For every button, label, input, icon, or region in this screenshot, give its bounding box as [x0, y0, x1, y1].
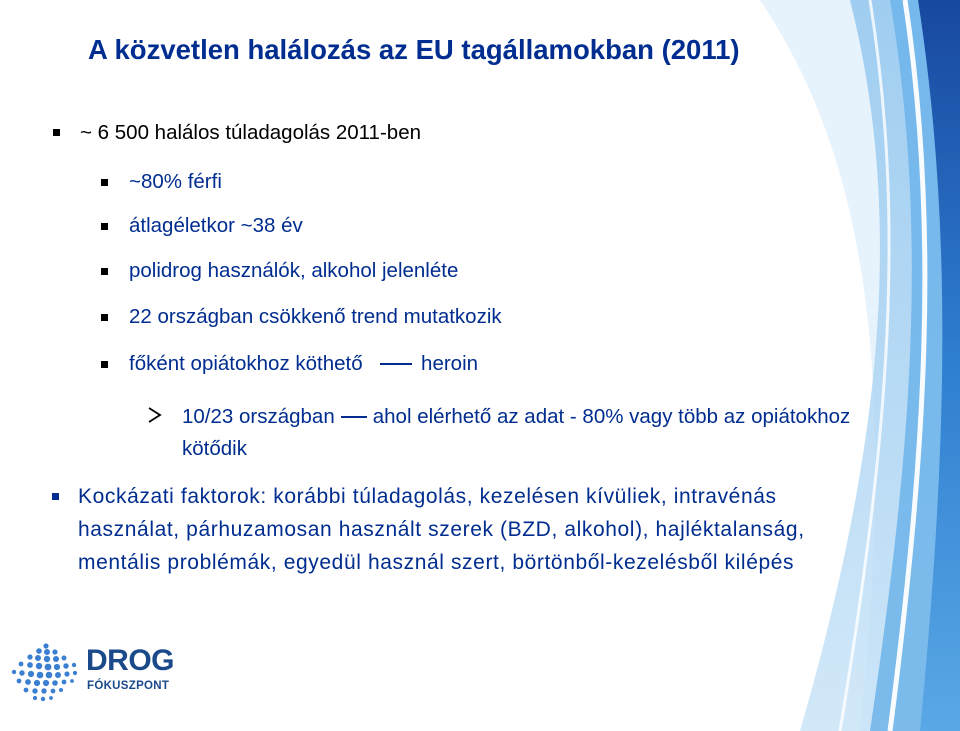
arrow-bullet: [182, 401, 882, 465]
risk-factors-paragraph: [78, 480, 878, 579]
drog-fokuszpont-logo: [6, 640, 186, 710]
square-bullet-icon: [101, 223, 108, 230]
slide-title: A közvetlen halálozás az EU tagállamokban (2011): [88, 34, 740, 65]
sub-bullet-1: [129, 170, 222, 194]
square-bullet-icon: [101, 268, 108, 275]
logo-name: DROG: [86, 644, 174, 677]
square-bullet-icon: [101, 179, 108, 186]
bullet-main: [80, 121, 421, 145]
sub-bullet-text: átlagéletkor ~38 év: [129, 214, 303, 237]
arrow-bullet-icon: [147, 406, 163, 424]
sub-bullet-2: [129, 214, 303, 238]
logo-subtitle: FÓKUSZPONT: [87, 680, 170, 692]
sub-bullet-text: ~80% férfi: [129, 170, 222, 193]
arrow-bullet-text-post: ahol elérhető az adat - 80% vagy több az opiátokhoz kötődik: [182, 405, 851, 460]
arrow-bullet-text-pre: 10/23 országban: [182, 405, 335, 428]
sub-bullet-5: [129, 352, 478, 376]
dash-separator: [380, 363, 412, 365]
sub-bullet-text: főként opiátokhoz köthető: [129, 352, 363, 375]
square-bullet-icon: [101, 361, 108, 368]
sub-bullet-text: 22 országban csökkenő trend mutatkozik: [129, 305, 502, 328]
sub-bullet-text: polidrog használók, alkohol jelenléte: [129, 259, 459, 282]
square-bullet-icon: [101, 314, 108, 321]
bullet-main-text: ~ 6 500 halálos túladagolás 2011-ben: [80, 121, 421, 144]
drog-fokuszpont-logo-icon: [6, 642, 88, 704]
sub-bullet-4: [129, 305, 502, 329]
square-bullet-icon: [53, 129, 60, 136]
risk-factors-text: Kockázati faktorok: korábbi túladagolás, kezelésen kívüliek, intravénás használat, párhuzamosan használt szerek (BZD, alkohol), hajléktalanság, mentális problémák, egyedül használ szert, börtönből-kezelésből kilépés: [78, 485, 805, 574]
dash-separator: [341, 416, 367, 418]
square-bullet-icon: [52, 493, 59, 500]
sub-bullet-tail: heroin: [421, 352, 479, 375]
sub-bullet-3: [129, 259, 458, 283]
